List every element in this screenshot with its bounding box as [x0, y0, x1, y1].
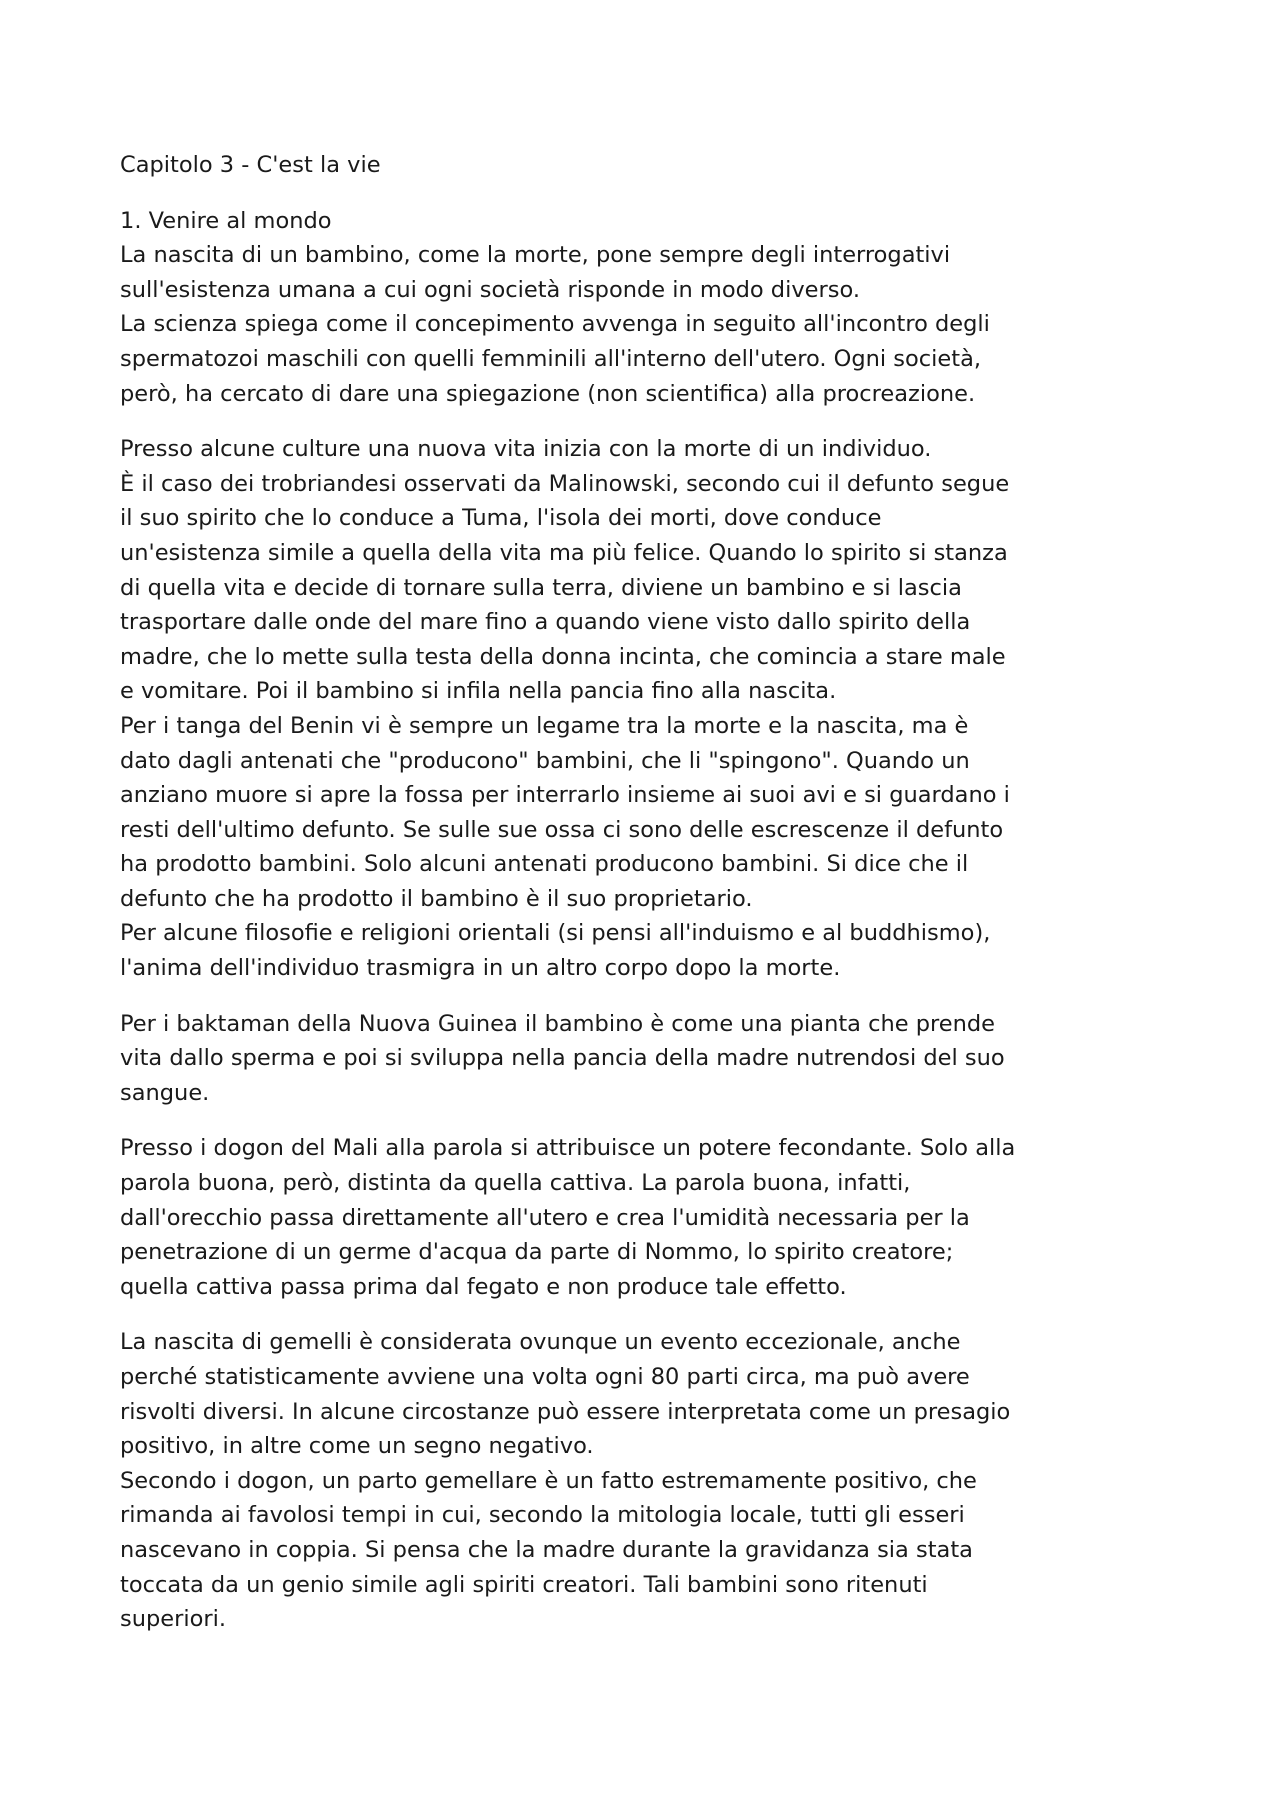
- text-line: e vomitare. Poi il bambino si infila nella pancia fino alla nascita.: [120, 678, 837, 705]
- text-line: rimanda ai favolosi tempi in cui, secondo la mitologia locale, tutti gli esseri: [120, 1502, 965, 1529]
- paragraph-list: [120, 183, 1180, 1637]
- text-line: il suo spirito che lo conduce a Tuma, l'isola dei morti, dove conduce: [120, 505, 882, 532]
- text-line: spermatozoi maschili con quelli femminili all'interno dell'utero. Ogni società,: [120, 345, 982, 372]
- text-line: ha prodotto bambini. Solo alcuni antenati producono bambini. Si dice che il: [120, 851, 969, 878]
- paragraph-gap: [120, 1304, 1180, 1325]
- text-line: superiori.: [120, 1606, 227, 1633]
- text-line: quella cattiva passa prima dal fegato e non produce tale effetto.: [120, 1273, 847, 1300]
- paragraph-gap: [120, 183, 1180, 204]
- document-body: [120, 148, 1180, 1637]
- text-line: perché statisticamente avviene una volta ogni 80 parti circa, ma può avere: [120, 1364, 970, 1390]
- text-line: nascevano in coppia. Si pensa che la madre durante la gravidanza sia stata: [120, 1536, 973, 1563]
- text-line: un'esistenza simile a quella della vita ma più felice. Quando lo spirito si stanza: [120, 539, 1008, 566]
- chapter-title-text: Capitolo 3 - C'est la vie: [120, 152, 381, 178]
- text-line: La nascita di un bambino, come la morte, pone sempre degli interrogativi: [120, 242, 951, 269]
- paragraph: [120, 1007, 1180, 1111]
- text-line: risvolti diversi. In alcune circostanze può essere interpretata come un presagio: [120, 1398, 1011, 1425]
- paragraph: [120, 1325, 1180, 1636]
- text-line: 1. Venire al mondo: [120, 207, 332, 234]
- text-line: però, ha cercato di dare una spiegazione (non scientifica) alla procreazione.: [120, 380, 976, 407]
- text-line: penetrazione di un germe d'acqua da parte di Nommo, lo spirito creatore;: [120, 1239, 954, 1266]
- text-line: Presso alcune culture una nuova vita inizia con la morte di un individuo.: [120, 436, 932, 463]
- text-line: parola buona, però, distinta da quella cattiva. La parola buona, infatti,: [120, 1170, 911, 1197]
- text-line: È il caso dei trobriandesi osservati da Malinowski, secondo cui il defunto segue: [120, 470, 1010, 497]
- text-line: toccata da un genio simile agli spiriti creatori. Tali bambini sono ritenuti: [120, 1571, 928, 1598]
- text-line: di quella vita e decide di tornare sulla terra, diviene un bambino e si lascia: [120, 574, 962, 601]
- text-line: sull'esistenza umana a cui ogni società risponde in modo diverso.: [120, 276, 860, 303]
- paragraph-gap: [120, 986, 1180, 1007]
- text-line: sangue.: [120, 1079, 210, 1106]
- text-line: l'anima dell'individuo trasmigra in un altro corpo dopo la morte.: [120, 955, 841, 982]
- text-line: dall'orecchio passa direttamente all'utero e crea l'umidità necessaria per la: [120, 1204, 970, 1231]
- text-line: La nascita di gemelli è considerata ovunque un evento eccezionale, anche: [120, 1329, 961, 1356]
- text-line: resti dell'ultimo defunto. Se sulle sue ossa ci sono delle escrescenze il defunto: [120, 816, 1004, 843]
- text-line: Per i tanga del Benin vi è sempre un legame tra la morte e la nascita, ma è: [120, 712, 969, 739]
- text-line: positivo, in altre come un segno negativo.: [120, 1433, 594, 1460]
- text-line: vita dallo sperma e poi si sviluppa nella pancia della madre nutrendosi del suo: [120, 1045, 1005, 1072]
- paragraph-gap: [120, 411, 1180, 432]
- text-line: Presso i dogon del Mali alla parola si attribuisce un potere fecondante. Solo alla: [120, 1135, 1016, 1162]
- text-line: Per alcune filosofie e religioni orientali (si pensi all'induismo e al buddhismo),: [120, 920, 991, 947]
- paragraph: [120, 1131, 1180, 1304]
- text-line: Per i baktaman della Nuova Guinea il bambino è come una pianta che prende: [120, 1010, 996, 1037]
- paragraph: [120, 432, 1180, 986]
- text-line: madre, che lo mette sulla testa della donna incinta, che comincia a stare male: [120, 643, 1006, 670]
- text-line: Secondo i dogon, un parto gemellare è un fatto estremamente positivo, che: [120, 1467, 977, 1494]
- text-line: trasportare dalle onde del mare fino a quando viene visto dallo spirito della: [120, 609, 971, 636]
- chapter-title: [120, 148, 1180, 183]
- paragraph-gap: [120, 1110, 1180, 1131]
- text-line: dato dagli antenati che "producono" bambini, che li "spingono". Quando un: [120, 747, 970, 774]
- paragraph: [120, 204, 1180, 412]
- text-line: anziano muore si apre la fossa per interrarlo insieme ai suoi avi e si guardano i: [120, 782, 1010, 809]
- text-line: defunto che ha prodotto il bambino è il suo proprietario.: [120, 885, 753, 912]
- text-line: La scienza spiega come il concepimento avvenga in seguito all'incontro degli: [120, 311, 990, 338]
